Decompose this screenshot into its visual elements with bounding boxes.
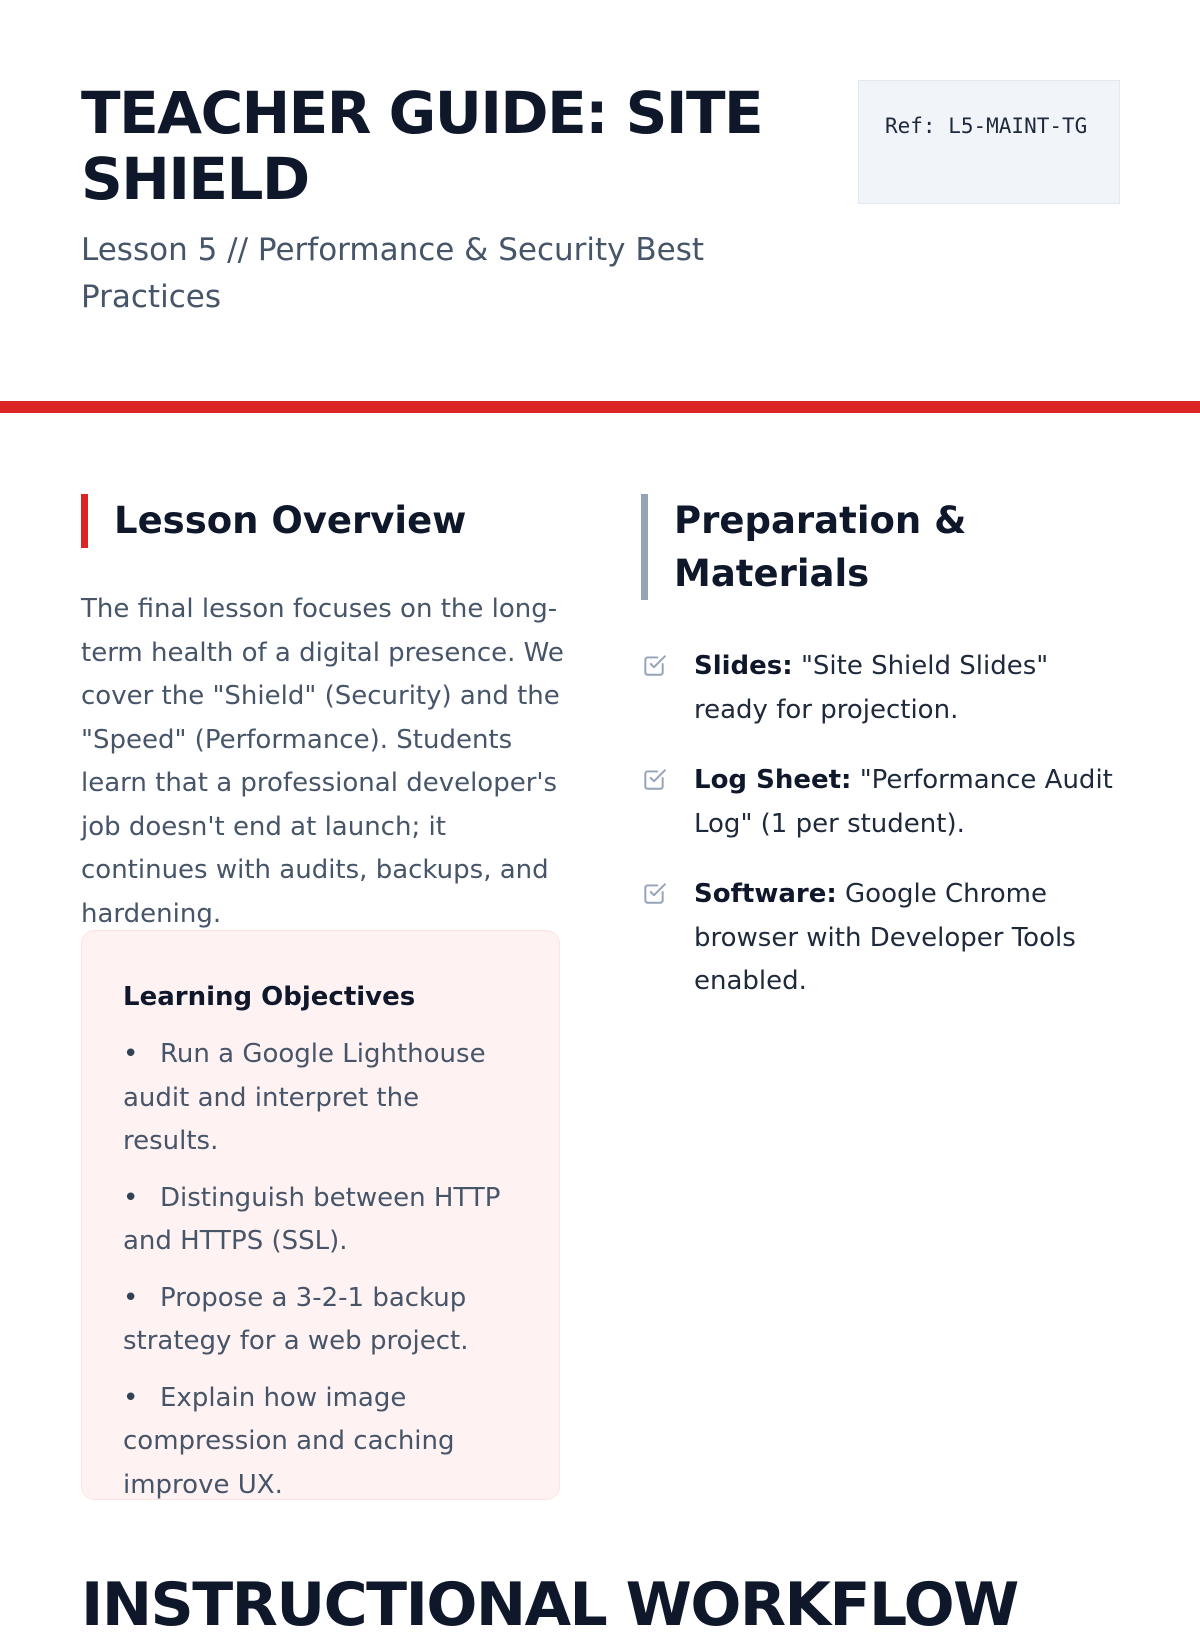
- material-text: "Performance Audit Log" (1 per student).: [694, 765, 1113, 839]
- overview-accent-bar: [81, 494, 88, 548]
- material-item-slides: [641, 645, 1121, 732]
- preparation-heading: Preparation & Materials: [674, 499, 967, 595]
- objective-item: • Propose a 3-2-1 backup strategy for a web project.: [123, 1277, 519, 1364]
- material-text: Google Chrome browser with Developer Tools enabled.: [694, 879, 1076, 996]
- overview-text: The final lesson focuses on the long-term health of a digital presence. We cover the "Shield" (Security) and the "Speed" (Performance). Students learn that a professional developer's job doesn't end at launch; it continues with audits, backups, and hardening.: [81, 594, 564, 929]
- material-label: Log Sheet:: [694, 765, 852, 795]
- material-item-software: [641, 873, 1121, 1004]
- checkbox-checked-icon: [641, 880, 667, 906]
- materials-list: [641, 645, 1121, 1031]
- header-divider: [0, 401, 1200, 413]
- checkbox-checked-icon: [641, 766, 667, 792]
- preparation-accent-bar: [641, 494, 648, 600]
- learning-objectives-box: [81, 930, 560, 1500]
- material-label: Software:: [694, 879, 837, 909]
- overview-heading: Lesson Overview: [114, 499, 467, 542]
- page-title: TEACHER GUIDE: SITE SHIELD: [81, 79, 763, 213]
- instructional-workflow-heading: INSTRUCTIONAL WORKFLOW: [81, 1570, 1018, 1640]
- checkbox-checked-icon: [641, 652, 667, 678]
- objective-item: • Distinguish between HTTP and HTTPS (SSL).: [123, 1177, 519, 1264]
- page-subtitle: Lesson 5 // Performance & Security Best Practices: [81, 232, 705, 315]
- material-text: "Site Shield Slides" ready for projection.: [694, 651, 1049, 725]
- learning-objectives-list: [123, 1033, 519, 1507]
- objective-item: • Run a Google Lighthouse audit and interpret the results.: [123, 1033, 519, 1164]
- reference-code: Ref: L5-MAINT-TG: [858, 80, 1120, 204]
- objective-item: • Explain how image compression and caching improve UX.: [123, 1377, 519, 1508]
- material-label: Slides:: [694, 651, 793, 681]
- material-item-log-sheet: [641, 759, 1121, 846]
- learning-objectives-title: Learning Objectives: [123, 982, 416, 1012]
